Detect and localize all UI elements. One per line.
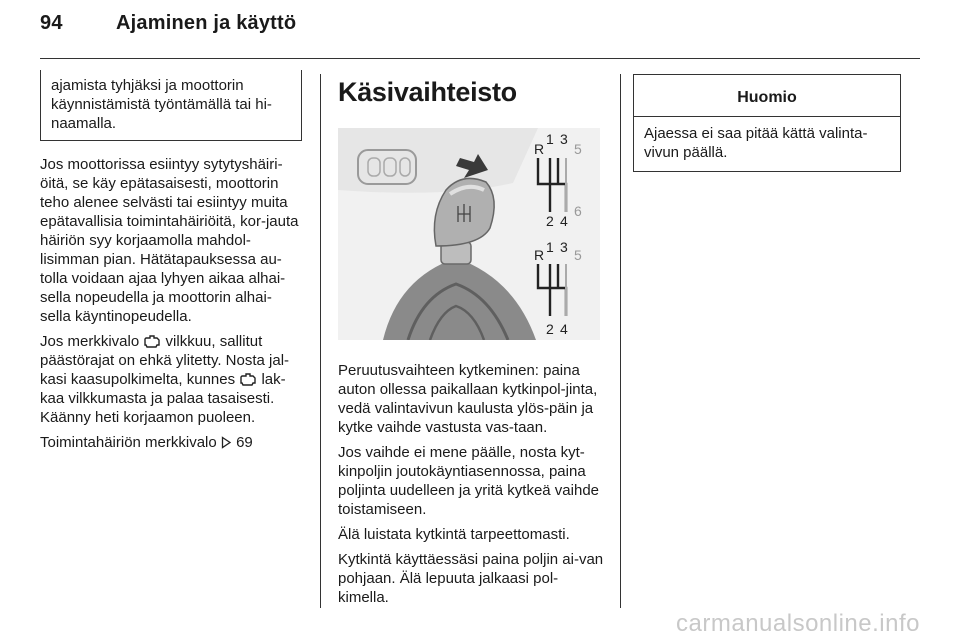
column-right	[633, 74, 901, 172]
gear-label-5-lower: 5	[574, 247, 582, 263]
boxed-note	[40, 70, 302, 141]
malfunction-reference-page[interactable]: 69	[236, 434, 253, 451]
misfire-paragraph: Jos moottorissa esiintyy sytytyshäiri-öitä, se käy epätasaisesti, moottorin teho alenee selvästi tai esiintyy muita epätavallisia toimintahäiriöitä, kor-jauta häiriön syy korjaamolla mahdol-lisimman pian. Hätätapauksessa au-tolla voidaan ajaa lyhyen aikaa alhai-sella nopeudella ja moottorin alhai-sella käyntinopeudella.	[40, 156, 299, 325]
boxed-note-text: ajamista tyhjäksi ja moottorin käynnistämistä työntämällä tai hi-naamalla.	[51, 77, 272, 132]
gear-label-r-lower: R	[534, 247, 545, 263]
gear-retry-paragraph: Jos vaihde ei mene päälle, nosta kyt-kinpoljin joutokäyntiasennossa, paina poljinta uudelleen ja yritä kytkeä vaihde toistamiseen.	[338, 444, 599, 518]
page-reference-arrow-icon	[221, 436, 232, 449]
warning-light-text-b: vilkkuu, sallitut päästörajat on ehkä ylitetty. Nosta jal-kasi kaasupolkimelta, kunnes	[40, 333, 290, 388]
section-title: Käsivaihteisto	[338, 77, 517, 107]
engine-warning-icon	[143, 335, 161, 348]
gear-label-6-upper: 6	[574, 203, 582, 219]
gear-label-5-upper: 5	[574, 141, 582, 157]
gear-label-2-upper: 2	[546, 213, 554, 229]
gear-label-3-lower: 3	[560, 239, 568, 255]
gear-label-1-upper: 1	[546, 131, 554, 147]
notice-text: Ajaessa ei saa pitää kättä valinta-vivun päällä.	[644, 125, 868, 161]
warning-light-text-c: lak-kaa vilkkumasta ja palaa tasaisesti. Käänny heti korjaamon puoleen.	[40, 371, 286, 426]
engine-warning-icon	[239, 373, 257, 386]
clutch-slip-paragraph: Älä luistata kytkintä tarpeettomasti.	[338, 526, 570, 543]
gear-label-3-upper: 3	[560, 131, 568, 147]
gear-label-2-lower: 2	[546, 321, 554, 337]
gear-label-4-lower: 4	[560, 321, 568, 337]
page-number: 94	[40, 12, 63, 34]
notice-box	[633, 74, 901, 172]
malfunction-reference	[40, 433, 302, 452]
column-left	[40, 70, 302, 458]
page-header	[40, 12, 296, 35]
header-rule	[40, 58, 920, 59]
gear-label-4-upper: 4	[560, 213, 568, 229]
reverse-gear-paragraph: Peruutusvaihteen kytkeminen: paina auton ollessa paikallaan kytkinpol-jinta, vedä valintavivun kaulusta ylös-päin ja kytke vaihde vastusta vas-taan.	[338, 362, 598, 436]
column-middle	[338, 74, 608, 613]
watermark: carmanualsonline.info	[676, 610, 920, 637]
column-divider	[320, 74, 321, 608]
gear-label-r-upper: R	[534, 141, 545, 157]
malfunction-reference-text: Toimintahäiriön merkkivalo	[40, 434, 217, 451]
column-divider	[620, 74, 621, 608]
clutch-use-paragraph: Kytkintä käyttäessäsi paina poljin ai-van pohjaan. Älä lepuuta jalkaasi pol-kimella.	[338, 551, 604, 606]
notice-title: Huomio	[634, 75, 900, 117]
chapter-title: Ajaminen ja käyttö	[116, 12, 297, 34]
gearshift-illustration	[338, 128, 600, 340]
gear-label-1-lower: 1	[546, 239, 554, 255]
warning-light-text-a: Jos merkkivalo	[40, 333, 140, 350]
warning-light-paragraph	[40, 332, 302, 427]
